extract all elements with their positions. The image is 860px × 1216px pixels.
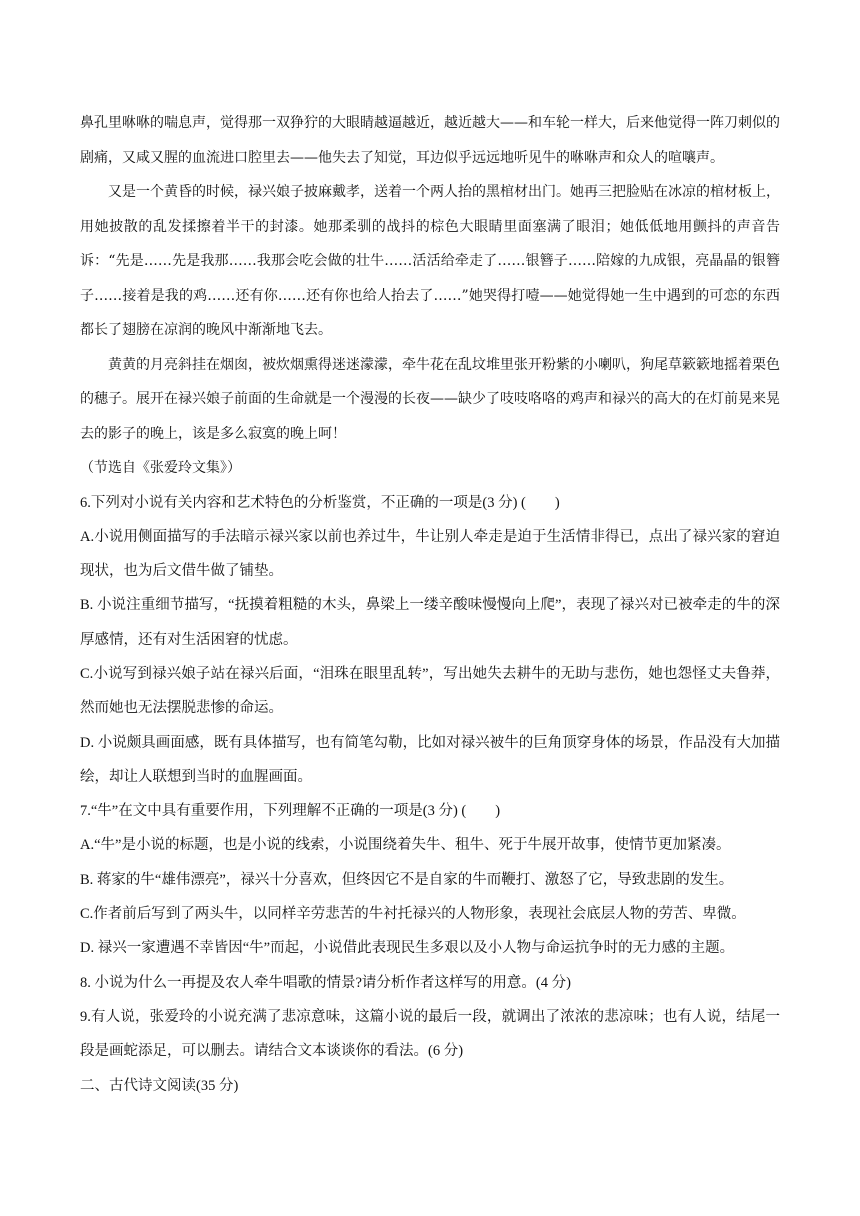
question-list bbox=[80, 486, 780, 1103]
question-8: 8. 小说为什么一再提及农人牵牛唱歌的情景?请分析作者这样写的用意。(4 分) bbox=[80, 974, 571, 991]
question-6-option-b: B. 小说注重细节描写，“抚摸着粗糙的木头，鼻梁上一缕辛酸味慢慢向上爬”，表现了禄兴对已被牵走的牛的深厚感情，还有对生活困窘的忧虑。 bbox=[80, 597, 780, 648]
passage-paragraph-3: 黄黄的月亮斜挂在烟囱，被炊烟熏得迷迷濛濛，牵牛花在乱坟堆里张开粉紫的小喇叭，狗尾草簌簌地摇着栗色的穗子。展开在禄兴娘子前面的生命就是一个漫漫的长夜——缺少了吱吱咯咯的鸡声和禄兴的高大的在灯前晃来晃去的影子的晚上，该是多么寂寞的晚上呵！ bbox=[80, 356, 780, 442]
question-7-option-c: C.作者前后写到了两头牛，以同样辛劳悲苦的牛衬托禄兴的人物形象，表现社会底层人物的劳苦、卑微。 bbox=[80, 906, 746, 923]
passage-paragraph-2: 又是一个黄昏的时候，禄兴娘子披麻戴孝，送着一个两人抬的黑棺材出门。她再三把脸贴在冰凉的棺材板上，用她披散的乱发揉擦着半干的封漆。她那柔驯的战抖的棕色大眼睛里面塞满了眼泪；她低低地用颤抖的声音告诉：“先是……先是我那……我那会吃会做的壮牛……活活给牵走了……银簪子……陪嫁的九成银，亮晶晶的银簪子……接着是我的鸡……还有你……还有你也给人抬去了……”她哭得打噎——她觉得她一生中遇到的可恋的东西都长了翅膀在凉润的晚风中渐渐地飞去。 bbox=[80, 184, 780, 338]
question-7-stem: 7.“牛”在文中具有重要作用，下列理解不正确的一项是(3 分) ( ) bbox=[80, 803, 501, 820]
passage-source: （节选自《张爱玲文集》） bbox=[80, 460, 241, 476]
question-6-stem: 6.下列对小说有关内容和艺术特色的分析鉴赏，不正确的一项是(3 分) ( ) bbox=[80, 494, 560, 511]
reading-passage bbox=[80, 106, 780, 486]
question-7-option-b: B. 蒋家的牛“雄伟漂亮”，禄兴十分喜欢，但终因它不是自家的牛而鞭打、激怒了它，导致悲剧的发生。 bbox=[80, 871, 734, 888]
question-9: 9.有人说，张爱玲的小说充满了悲凉意味，这篇小说的最后一段，就调出了浓浓的悲凉味；也有人说，结尾一段是画蛇添足，可以删去。请结合文本谈谈你的看法。(6 分) bbox=[80, 1008, 780, 1060]
question-7-option-a: A.“牛”是小说的标题，也是小说的线索，小说围绕着失牛、租牛、死于牛展开故事，使情节更加紧凑。 bbox=[80, 837, 731, 854]
question-6-option-a: A.小说用侧面描写的手法暗示禄兴家以前也养过牛，牛让别人牵走是迫于生活情非得已，点出了禄兴家的窘迫现状，也为后文借牛做了铺垫。 bbox=[80, 528, 780, 580]
section-heading: 二、古代诗文阅读(35 分) bbox=[80, 1077, 239, 1094]
passage-paragraph-1: 鼻孔里咻咻的喘息声，觉得那一双狰狞的大眼睛越逼越近，越近越大——和车轮一样大，后来他觉得一阵刀刺似的剧痛，又咸又腥的血流进口腔里去——他失去了知觉，耳边似乎远远地听见牛的咻咻声和众人的喧嚷声。 bbox=[80, 115, 780, 166]
exam-page bbox=[80, 106, 780, 1103]
question-7-option-d: D. 禄兴一家遭遇不幸皆因“牛”而起，小说借此表现民生多艰以及小人物与命运抗争时的无力感的主题。 bbox=[80, 940, 735, 957]
question-6-option-c: C.小说写到禄兴娘子站在禄兴后面，“泪珠在眼里乱转”，写出她失去耕牛的无助与悲伤，她也怨怪丈夫鲁莽，然而她也无法摆脱悲惨的命运。 bbox=[80, 665, 780, 717]
question-6-option-d: D. 小说颇具画面感，既有具体描写，也有简笔勾勒，比如对禄兴被牛的巨角顶穿身体的场景，作品没有大加描绘，却让人联想到当时的血腥画面。 bbox=[80, 734, 780, 785]
